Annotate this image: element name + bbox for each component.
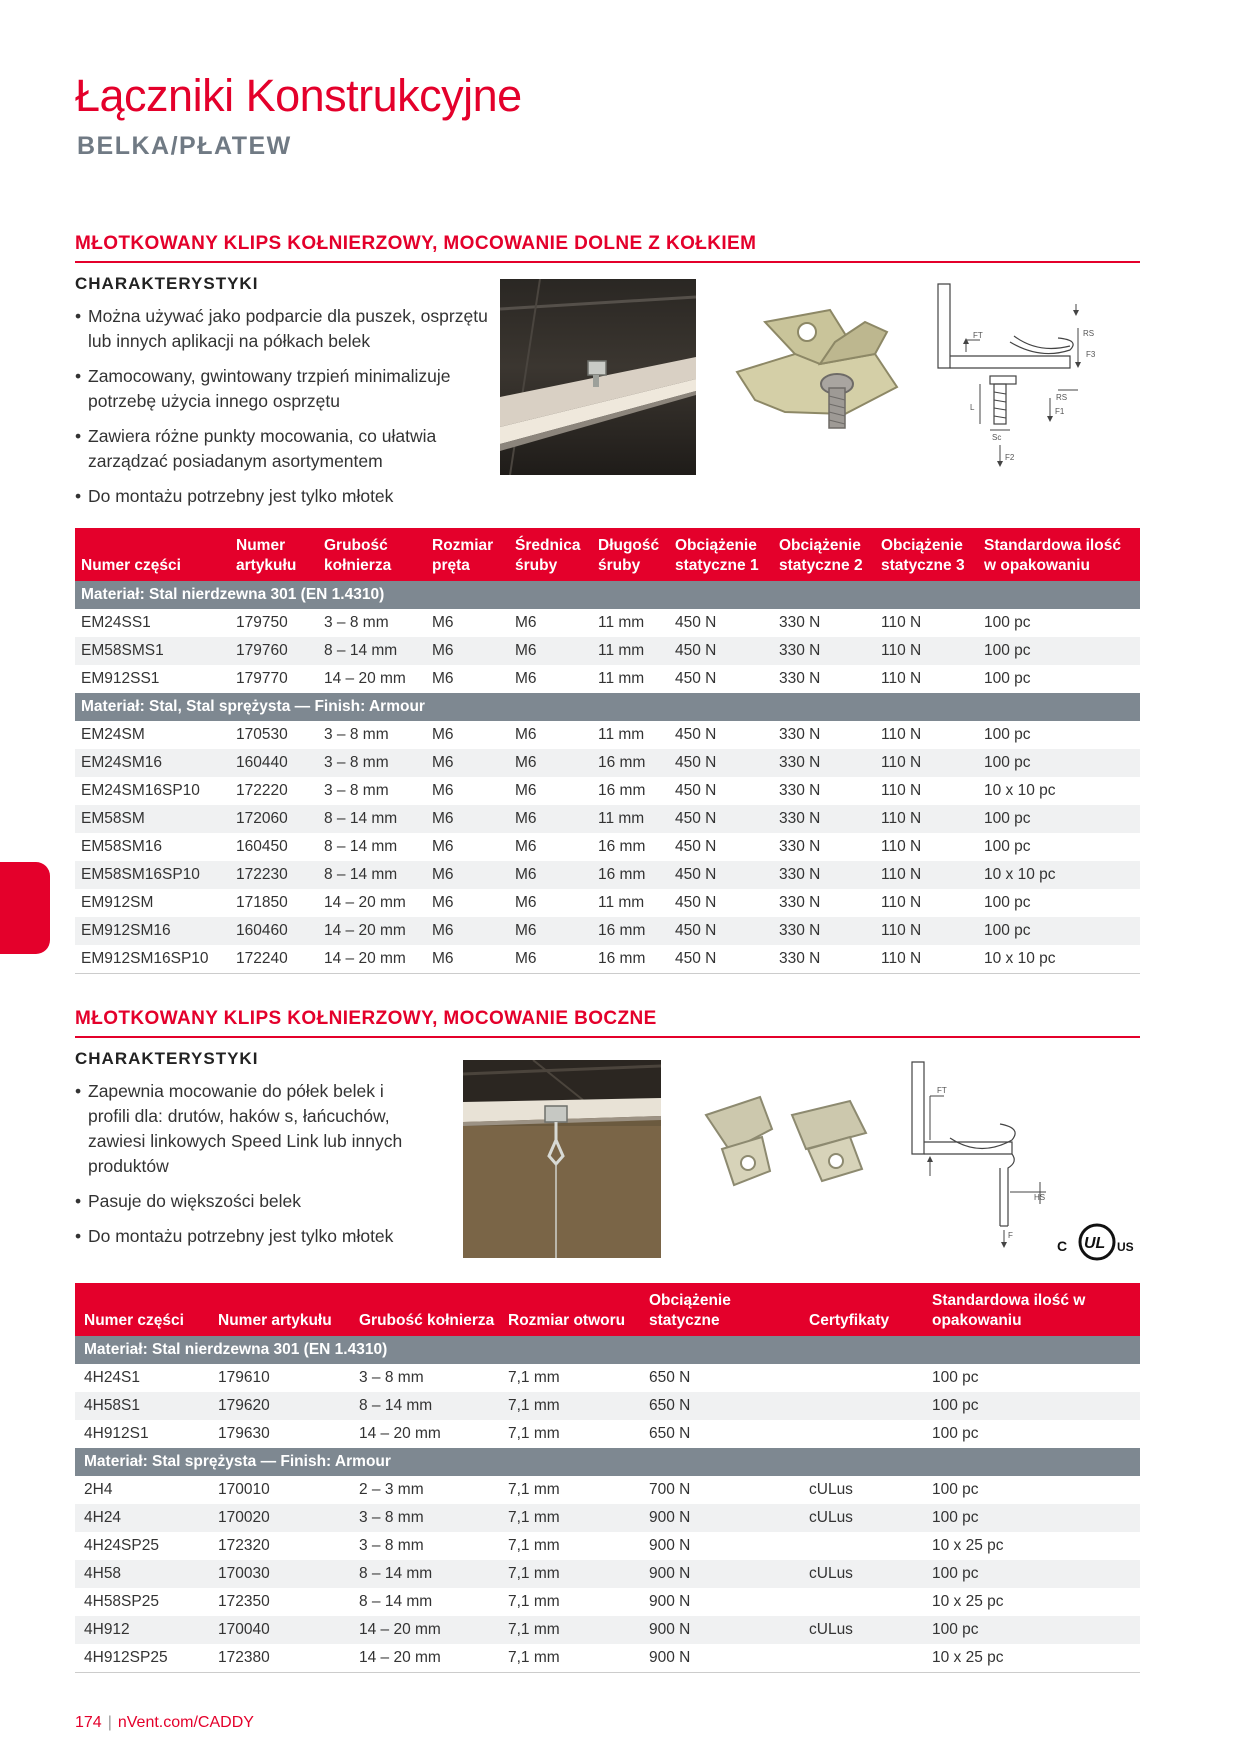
table-cell: 14 – 20 mm — [318, 945, 426, 973]
column-header: Numer części — [75, 1283, 212, 1336]
table-cell: 100 pc — [984, 838, 1031, 855]
table-cell: 900 N — [649, 1593, 691, 1610]
diagram-label-f: F — [1008, 1231, 1013, 1240]
table-row — [75, 1392, 1140, 1420]
table-cell: 7,1 mm — [502, 1504, 643, 1532]
table-cell: 160440 — [230, 749, 318, 777]
table-cell: 450 N — [669, 749, 773, 777]
features-list — [75, 304, 495, 509]
table-cell — [803, 1532, 926, 1560]
diagram-label-f2: F2 — [1005, 453, 1015, 462]
table-cell: 7,1 mm — [502, 1392, 643, 1420]
column-header: Numer artykułu — [230, 528, 318, 581]
table-cell: 330 N — [773, 917, 875, 945]
feature-item: • Zawiera różne punkty mocowania, co ułatwia zarządzać posiadanym asortymentem — [75, 424, 495, 474]
material-label: Materiał: Stal nierdzewna 301 (EN 1.4310) — [75, 1336, 1140, 1364]
table-cell: 10 x 10 pc — [978, 945, 1140, 973]
table-header-row — [75, 1283, 1140, 1336]
table-row — [75, 665, 1140, 693]
table-cell: 3 – 8 mm — [324, 726, 389, 743]
table-cell: 11 mm — [598, 670, 645, 687]
column-header: Grubość kołnierza — [318, 528, 426, 581]
table-cell: 4H58S1 — [75, 1392, 212, 1420]
table-cell: 172220 — [236, 782, 288, 799]
table-cell: 10 x 10 pc — [978, 861, 1140, 889]
column-header: Rozmiar pręta — [426, 528, 509, 581]
table-row — [75, 637, 1140, 665]
table-cell: 330 N — [773, 805, 875, 833]
section-title: MŁOTKOWANY KLIPS KOŁNIERZOWY, MOCOWANIE DOLNE Z KOŁKIEM — [75, 233, 1140, 263]
table-cell: 3 – 8 mm — [318, 749, 426, 777]
footer-link[interactable]: nVent.com/CADDY — [117, 1714, 254, 1731]
column-header: Standardowa ilość w opakowaniu — [926, 1283, 1140, 1336]
features-title: CHARAKTERYSTYKI — [75, 274, 259, 293]
table-cell: 450 N — [675, 894, 717, 911]
table-cell: M6 — [509, 749, 592, 777]
table-cell: 650 N — [649, 1369, 691, 1386]
diagram-label-hs: HS — [1034, 1193, 1046, 1202]
column-header: Średnica śruby — [509, 528, 592, 581]
table-cell: 3 – 8 mm — [353, 1504, 502, 1532]
table-cell: 170530 — [236, 726, 288, 743]
material-group-row — [75, 1448, 1140, 1476]
table-cell: 110 N — [875, 945, 978, 973]
table-cell: M6 — [515, 726, 537, 743]
table-cell: 14 – 20 mm — [318, 917, 426, 945]
table-cell: 16 mm — [598, 782, 646, 799]
table-cell: 170040 — [212, 1616, 353, 1644]
table-cell: 7,1 mm — [508, 1369, 560, 1386]
material-group-row — [75, 693, 1140, 721]
material-group-row — [75, 1336, 1140, 1364]
table-cell: EM58SM16SP10 — [75, 861, 230, 889]
table-cell: M6 — [515, 670, 537, 687]
table-cell: 4H24S1 — [84, 1369, 141, 1386]
table-cell: 7,1 mm — [508, 1425, 560, 1442]
table-body — [75, 1336, 1140, 1672]
table-cell: 110 N — [875, 805, 978, 833]
diagram-label-ft: FT — [973, 331, 983, 340]
table-cell: 7,1 mm — [508, 1481, 560, 1498]
table-cell: 172320 — [218, 1537, 270, 1554]
table-cell: 11 mm — [592, 805, 669, 833]
table-cell: 14 – 20 mm — [324, 894, 406, 911]
diagram-label-sc: Sc — [992, 433, 1002, 442]
table-cell: 100 pc — [926, 1560, 1140, 1588]
table-cell: 4H24 — [75, 1504, 212, 1532]
table-cell: 160450 — [236, 838, 288, 855]
table-cell: 172380 — [212, 1644, 353, 1672]
table-cell: 3 – 8 mm — [359, 1537, 424, 1554]
table-cell: 8 – 14 mm — [359, 1593, 433, 1610]
table-cell: M6 — [426, 917, 509, 945]
table-header-row — [75, 528, 1140, 581]
table-cell: 179750 — [236, 614, 288, 631]
table-cell: 330 N — [773, 749, 875, 777]
table-cell: 10 x 25 pc — [932, 1537, 1004, 1554]
table-cell: 110 N — [881, 782, 922, 799]
table-cell: 16 mm — [592, 861, 669, 889]
table-cell: 330 N — [773, 861, 875, 889]
table-cell: 172240 — [230, 945, 318, 973]
column-header: Długość śruby — [592, 528, 669, 581]
table-row — [75, 1420, 1140, 1448]
table-cell: M6 — [432, 614, 454, 631]
feature-item: • Do montażu potrzebny jest tylko młotek — [75, 1224, 420, 1249]
table-cell: M6 — [432, 782, 454, 799]
table-cell: 16 mm — [598, 838, 646, 855]
table-row — [75, 1560, 1140, 1588]
table-cell: M6 — [515, 894, 537, 911]
table-cell: 7,1 mm — [502, 1644, 643, 1672]
page-number: 174 — [75, 1714, 102, 1731]
spec-table-side-mount — [75, 1283, 1140, 1673]
table-cell: M6 — [509, 861, 592, 889]
table-cell: 100 pc — [926, 1616, 1140, 1644]
feature-item: • Zapewnia mocowanie do półek belek i profili dla: drutów, haków s, łańcuchów, zawiesi linkowych Speed Link lub innych produktów — [75, 1079, 420, 1179]
table-cell: 10 x 25 pc — [932, 1593, 1004, 1610]
table-cell: 650 N — [643, 1392, 803, 1420]
table-cell: 16 mm — [592, 917, 669, 945]
table-cell: 7,1 mm — [502, 1616, 643, 1644]
column-header: Obciążenie statyczne — [643, 1283, 803, 1336]
table-cell: M6 — [426, 805, 509, 833]
table-cell: 179630 — [218, 1425, 270, 1442]
table-cell: 110 N — [881, 838, 922, 855]
table-cell: M6 — [432, 670, 454, 687]
table-row — [75, 1588, 1140, 1616]
table-cell: cULus — [803, 1560, 926, 1588]
table-cell: 179610 — [218, 1369, 270, 1386]
table-row — [75, 749, 1140, 777]
table-cell: 100 pc — [926, 1392, 1140, 1420]
table-cell: 330 N — [779, 782, 821, 799]
table-cell: 2 – 3 mm — [359, 1481, 424, 1498]
table-cell: 160460 — [230, 917, 318, 945]
table-cell: 179620 — [212, 1392, 353, 1420]
table-cell: 450 N — [675, 670, 717, 687]
table-row — [75, 1476, 1140, 1504]
table-cell: 110 N — [881, 614, 922, 631]
column-header: Standardowa ilość w opakowaniu — [978, 528, 1140, 581]
product-photo-clip — [725, 292, 905, 442]
table-cell: 450 N — [669, 637, 773, 665]
table-cell: 100 pc — [978, 805, 1140, 833]
table-row — [75, 805, 1140, 833]
table-cell: 100 pc — [978, 637, 1140, 665]
table-cell: EM912SM16 — [75, 917, 230, 945]
table-cell: 4H912SP25 — [75, 1644, 212, 1672]
table-cell: M6 — [432, 726, 454, 743]
table-cell: 2H4 — [84, 1481, 113, 1498]
cert-letter-us: US — [1117, 1240, 1134, 1254]
table-cell: 110 N — [881, 670, 922, 687]
table-row — [75, 1504, 1140, 1532]
installation-photo — [463, 1060, 661, 1258]
table-cell: 4H912S1 — [84, 1425, 149, 1442]
table-cell: 170010 — [218, 1481, 270, 1498]
table-cell: 450 N — [669, 805, 773, 833]
table-cell: 100 pc — [978, 917, 1140, 945]
table-cell: 100 pc — [932, 1481, 979, 1498]
table-cell: 100 pc — [984, 894, 1031, 911]
column-header: Certyfikaty — [803, 1283, 926, 1336]
table-cell: 100 pc — [926, 1504, 1140, 1532]
table-cell: cULus — [803, 1616, 926, 1644]
table-cell: EM24SS1 — [81, 614, 151, 631]
cert-letter-ul: UL — [1084, 1235, 1106, 1252]
table-cell: 650 N — [649, 1425, 691, 1442]
side-tab-marker — [0, 862, 50, 954]
table-cell: 14 – 20 mm — [324, 670, 406, 687]
table-row — [75, 1364, 1140, 1392]
table-cell: M6 — [509, 637, 592, 665]
table-cell: 172230 — [230, 861, 318, 889]
table-cell: 100 pc — [984, 670, 1031, 687]
table-cell: EM912SM — [81, 894, 154, 911]
column-header: Obciążenie statyczne 1 — [669, 528, 773, 581]
table-cell: 179770 — [236, 670, 288, 687]
installation-photo — [500, 279, 696, 475]
table-cell: 100 pc — [932, 1425, 979, 1442]
table-cell: EM58SMS1 — [75, 637, 230, 665]
feature-item: • Do montażu potrzebny jest tylko młotek — [75, 484, 495, 509]
table-cell: cULus — [809, 1481, 853, 1498]
table-cell: 170030 — [212, 1560, 353, 1588]
table-cell: M6 — [432, 838, 454, 855]
table-cell: 450 N — [675, 614, 717, 631]
features-list — [75, 1079, 420, 1249]
table-cell: M6 — [515, 782, 537, 799]
table-row — [75, 833, 1140, 861]
table-cell: 900 N — [643, 1560, 803, 1588]
table-cell: 171850 — [236, 894, 288, 911]
feature-item: • Pasuje do większości belek — [75, 1189, 420, 1214]
page-footer — [75, 1714, 254, 1732]
table-cell — [803, 1392, 926, 1420]
table-cell — [803, 1588, 926, 1616]
table-cell: 172060 — [230, 805, 318, 833]
column-header: Numer części — [75, 528, 230, 581]
table-cell: 330 N — [779, 838, 821, 855]
table-row — [75, 917, 1140, 945]
table-cell: M6 — [509, 917, 592, 945]
table-cell: 16 mm — [592, 749, 669, 777]
table-cell: 16 mm — [592, 945, 669, 973]
table-cell: 11 mm — [592, 637, 669, 665]
table-cell: M6 — [515, 614, 537, 631]
table-cell: EM58SM16 — [81, 838, 162, 855]
table-cell: 450 N — [675, 838, 717, 855]
table-cell: 110 N — [881, 894, 922, 911]
table-cell: 900 N — [649, 1537, 691, 1554]
table-cell: M6 — [432, 894, 454, 911]
table-cell: 14 – 20 mm — [353, 1644, 502, 1672]
table-cell: 100 pc — [984, 726, 1031, 743]
table-cell: 14 – 20 mm — [359, 1425, 441, 1442]
table-cell: 4H58SP25 — [84, 1593, 159, 1610]
footer-separator: | — [107, 1714, 112, 1731]
table-cell: 8 – 14 mm — [353, 1392, 502, 1420]
table-cell: EM912SS1 — [81, 670, 160, 687]
table-row — [75, 889, 1140, 917]
table-cell: 450 N — [675, 726, 717, 743]
table-cell: 330 N — [779, 670, 821, 687]
table-cell: cULus — [803, 1504, 926, 1532]
table-cell: 10 x 25 pc — [926, 1644, 1140, 1672]
table-cell: 11 mm — [598, 614, 645, 631]
table-cell: 8 – 14 mm — [318, 637, 426, 665]
table-cell: 10 x 10 pc — [984, 782, 1056, 799]
spec-table-bottom-mount — [75, 528, 1140, 974]
table-cell: 172350 — [218, 1593, 270, 1610]
table-cell: 330 N — [779, 894, 821, 911]
table-cell: 900 N — [643, 1616, 803, 1644]
table-cell: 7,1 mm — [502, 1560, 643, 1588]
feature-item: • Zamocowany, gwintowany trzpień minimalizuje potrzebę użycia innego osprzętu — [75, 364, 495, 414]
culus-certification-mark — [1055, 1220, 1140, 1265]
table-cell: 7,1 mm — [508, 1593, 560, 1610]
diagram-label-l: L — [970, 403, 975, 412]
table-cell: 110 N — [881, 726, 922, 743]
technical-diagram-side-mount — [900, 1058, 1060, 1248]
table-cell: 330 N — [773, 945, 875, 973]
table-cell: 14 – 20 mm — [353, 1616, 502, 1644]
table-cell: 3 – 8 mm — [324, 782, 389, 799]
table-cell — [803, 1364, 926, 1392]
table-cell: 450 N — [675, 782, 717, 799]
table-cell: EM24SM16SP10 — [81, 782, 200, 799]
table-cell: EM24SM16 — [75, 749, 230, 777]
table-cell: 7,1 mm — [508, 1537, 560, 1554]
table-cell: M6 — [426, 945, 509, 973]
column-header: Obciążenie statyczne 2 — [773, 528, 875, 581]
table-row — [75, 1616, 1140, 1644]
table-cell: 179760 — [230, 637, 318, 665]
table-cell: 330 N — [773, 637, 875, 665]
table-cell: 110 N — [875, 917, 978, 945]
table-cell: 11 mm — [598, 894, 645, 911]
table-cell: 100 pc — [932, 1369, 979, 1386]
table-cell: M6 — [515, 838, 537, 855]
product-photo-clips — [700, 1075, 880, 1195]
table-cell: 110 N — [875, 861, 978, 889]
column-header: Grubość kołnierza — [353, 1283, 502, 1336]
table-cell: 11 mm — [598, 726, 645, 743]
column-header: Numer artykułu — [212, 1283, 353, 1336]
table-cell: 4H24SP25 — [84, 1537, 159, 1554]
material-group-row — [75, 581, 1140, 609]
technical-diagram-bottom-mount — [930, 280, 1130, 470]
table-cell: 700 N — [649, 1481, 691, 1498]
table-cell — [803, 1644, 926, 1672]
table-cell: 330 N — [779, 726, 821, 743]
diagram-label-f1: F1 — [1055, 407, 1065, 416]
table-row — [75, 1532, 1140, 1560]
material-label: Materiał: Stal nierdzewna 301 (EN 1.4310) — [75, 581, 1140, 609]
table-cell: 330 N — [779, 614, 821, 631]
table-cell: 110 N — [875, 637, 978, 665]
table-body — [75, 581, 1140, 973]
page-title: Łączniki Konstrukcyjne — [75, 70, 522, 121]
table-cell: 900 N — [643, 1644, 803, 1672]
table-cell: 110 N — [875, 749, 978, 777]
table-cell: M6 — [426, 637, 509, 665]
table-row — [75, 945, 1140, 973]
table-cell: 450 N — [669, 917, 773, 945]
table-cell: 8 – 14 mm — [318, 861, 426, 889]
features-title: CHARAKTERYSTYKI — [75, 1049, 259, 1068]
table-cell: 450 N — [669, 945, 773, 973]
table-row — [75, 861, 1140, 889]
diagram-label-ft: FT — [937, 1086, 947, 1095]
table-cell: EM912SM16SP10 — [75, 945, 230, 973]
table-row — [75, 721, 1140, 749]
table-cell: 100 pc — [984, 614, 1031, 631]
diagram-label-rs2: RS — [1056, 393, 1068, 402]
page-subtitle: BELKA/PŁATEW — [77, 132, 292, 160]
table-cell: 8 – 14 mm — [318, 805, 426, 833]
column-header: Rozmiar otworu — [502, 1283, 643, 1336]
table-cell: M6 — [426, 861, 509, 889]
feature-item: • Można używać jako podparcie dla puszek, osprzętu lub innych aplikacji na półkach belek — [75, 304, 495, 354]
table-cell: 100 pc — [978, 749, 1140, 777]
table-cell: 4H912 — [75, 1616, 212, 1644]
table-cell: 8 – 14 mm — [324, 838, 398, 855]
diagram-label-f3: F3 — [1086, 350, 1096, 359]
section-title: MŁOTKOWANY KLIPS KOŁNIERZOWY, MOCOWANIE BOCZNE — [75, 1008, 1140, 1038]
table-cell: 8 – 14 mm — [353, 1560, 502, 1588]
table-cell: EM58SM — [75, 805, 230, 833]
table-cell: M6 — [509, 805, 592, 833]
table-cell: 4H58 — [75, 1560, 212, 1588]
diagram-label-rs: RS — [1083, 329, 1095, 338]
table-cell: 900 N — [643, 1504, 803, 1532]
table-cell: M6 — [509, 945, 592, 973]
table-row — [75, 1644, 1140, 1672]
material-label: Materiał: Stal, Stal sprężysta — Finish: Armour — [75, 693, 1140, 721]
cert-letter-c: C — [1057, 1238, 1068, 1254]
material-label: Materiał: Stal sprężysta — Finish: Armour — [75, 1448, 1140, 1476]
table-cell — [803, 1420, 926, 1448]
table-row — [75, 609, 1140, 637]
table-row — [75, 777, 1140, 805]
table-cell: 450 N — [669, 861, 773, 889]
table-cell: 3 – 8 mm — [324, 614, 389, 631]
table-cell: EM24SM — [81, 726, 145, 743]
table-cell: 170020 — [212, 1504, 353, 1532]
table-cell: M6 — [426, 749, 509, 777]
column-header: Obciążenie statyczne 3 — [875, 528, 978, 581]
table-cell: 3 – 8 mm — [359, 1369, 424, 1386]
